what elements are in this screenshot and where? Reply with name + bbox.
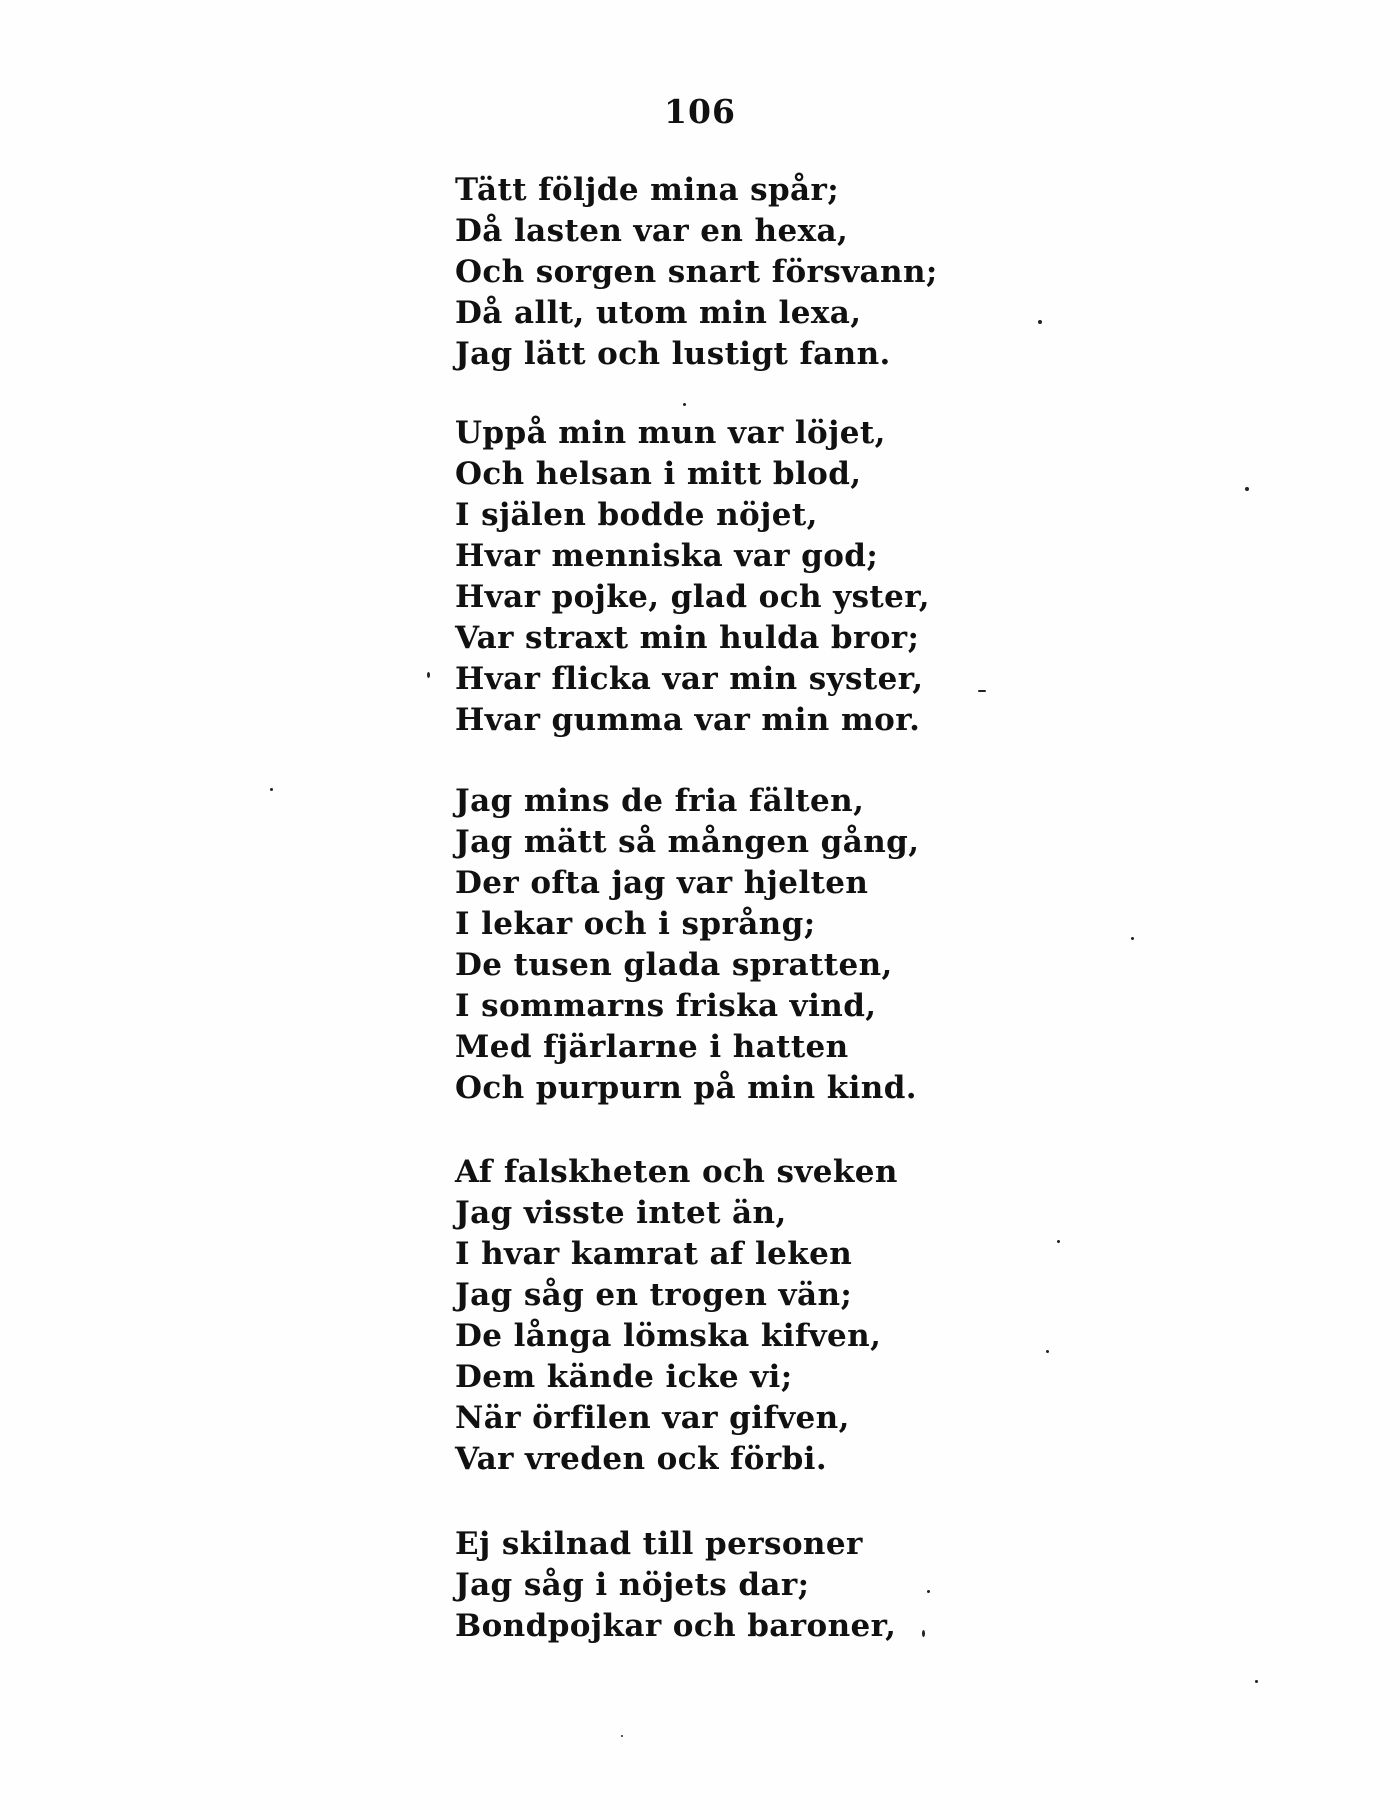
page-number: 106	[664, 92, 736, 131]
stanza-3	[455, 781, 1015, 1109]
scan-speck	[927, 1590, 930, 1593]
poem-line: Då lasten var en hexa,	[455, 213, 849, 249]
poem-line: Der ofta jag var hjelten	[455, 865, 869, 901]
poem-line: I själen bodde nöjet,	[455, 497, 818, 533]
poem-line: Var straxt min hulda bror;	[455, 620, 920, 656]
poem-line: Hvar menniska var god;	[455, 538, 879, 574]
poem-line: Jag såg i nöjets dar;	[455, 1567, 810, 1603]
stanza-4	[455, 1152, 1015, 1480]
scan-speck	[978, 690, 986, 692]
poem-line: I hvar kamrat af leken	[455, 1236, 853, 1272]
poem-line: Och purpurn på min kind.	[455, 1070, 917, 1106]
poem-text	[455, 170, 1015, 1684]
poem-line: Af falskheten och sveken	[455, 1154, 898, 1190]
scan-speck	[1245, 487, 1249, 491]
poem-line: Dem kände icke vi;	[455, 1359, 793, 1395]
poem-line: Hvar gumma var min mor.	[455, 702, 921, 738]
poem-line: Jag lätt och lustigt fann.	[455, 336, 891, 372]
poem-line: Uppå min mun var löjet,	[455, 415, 886, 451]
poem-line: I lekar och i språng;	[455, 906, 816, 942]
stanza-5	[455, 1524, 1015, 1647]
poem-line: Jag mätt så mången gång,	[455, 824, 920, 860]
scan-speck	[683, 403, 686, 406]
poem-line: Då allt, utom min lexa,	[455, 295, 862, 331]
scan-speck	[922, 1630, 925, 1637]
poem-line: Hvar flicka var min syster,	[455, 661, 924, 697]
poem-line: Jag såg en trogen vän;	[455, 1277, 853, 1313]
poem-line: De långa lömska kifven,	[455, 1318, 882, 1354]
stanza-2	[455, 413, 1015, 741]
scan-speck	[427, 672, 430, 678]
poem-line: Var vreden ock förbi.	[455, 1441, 828, 1477]
poem-line: Ej skilnad till personer	[455, 1526, 863, 1562]
poem-line: Tätt följde mina spår;	[455, 172, 840, 208]
poem-line: Jag visste intet än,	[455, 1195, 787, 1231]
poem-line: Hvar pojke, glad och yster,	[455, 579, 930, 615]
scan-speck	[270, 788, 273, 791]
poem-line: Och sorgen snart försvann;	[455, 254, 938, 290]
poem-line: De tusen glada spratten,	[455, 947, 893, 983]
scan-speck	[1255, 1680, 1258, 1683]
scan-speck	[1046, 1350, 1049, 1353]
scan-speck	[621, 1735, 623, 1737]
poem-line: Och helsan i mitt blod,	[455, 456, 862, 492]
scan-speck	[1057, 1240, 1060, 1243]
poem-line: Med fjärlarne i hatten	[455, 1029, 849, 1065]
stanza-1	[455, 170, 1015, 375]
scan-speck	[1038, 320, 1042, 324]
poem-line: Bondpojkar och baroner,	[455, 1608, 897, 1644]
poem-line: När örfilen var gifven,	[455, 1400, 850, 1436]
scan-speck	[1131, 937, 1134, 940]
poem-line: I sommarns friska vind,	[455, 988, 877, 1024]
poem-line: Jag mins de fria fälten,	[455, 783, 865, 819]
